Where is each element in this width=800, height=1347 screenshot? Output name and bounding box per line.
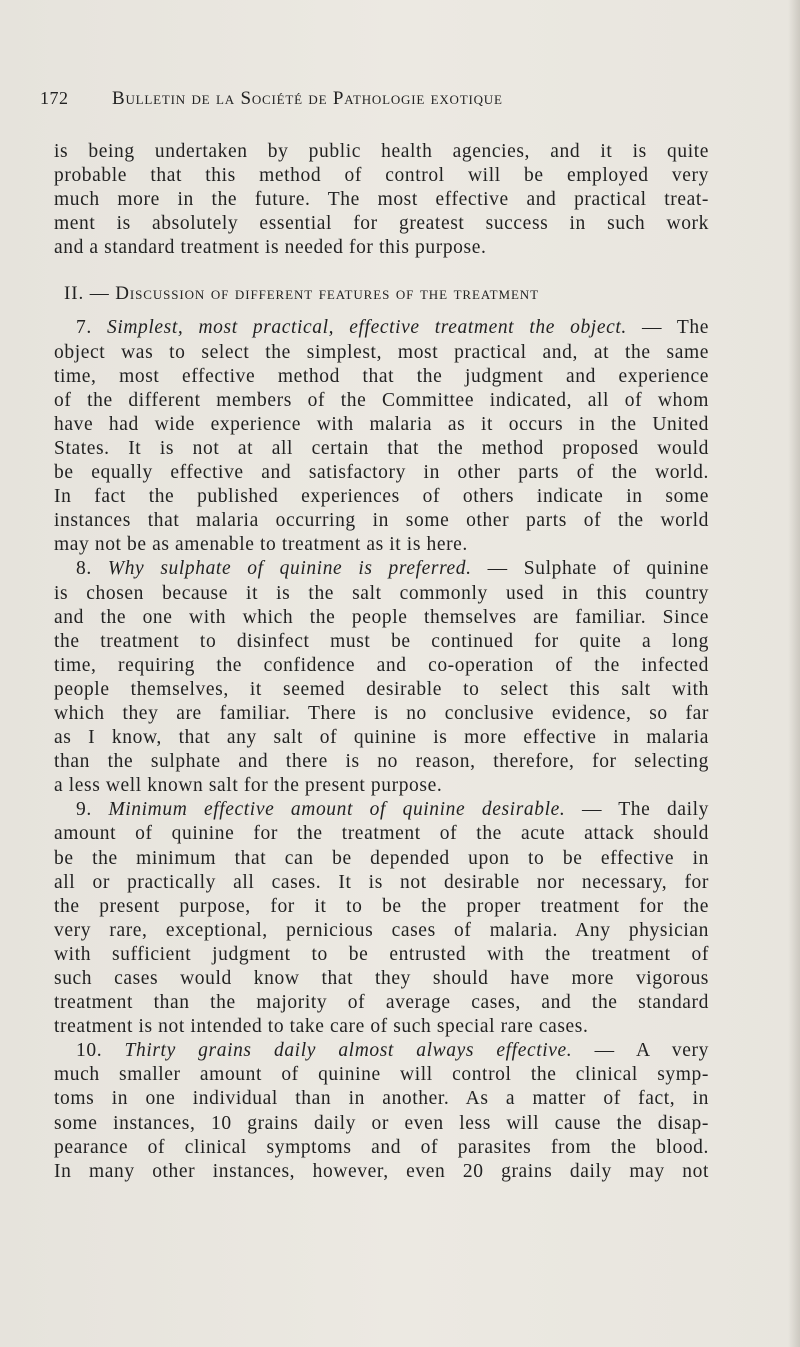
text-line: is being undertaken by public health agencies, and it is quite	[54, 141, 709, 162]
text-line: people themselves, it seemed desirable to select this salt with	[54, 678, 709, 700]
text-line: all or practically all cases. It is not desirable nor necessary, for	[54, 871, 709, 893]
paragraph-heading: Simplest, most practical, effective treatment the object.	[106, 317, 627, 339]
heading-continuation: — The daily	[581, 799, 709, 821]
heading-continuation: — A very	[594, 1040, 709, 1062]
text-line: In fact the published experiences of others indicate in some	[54, 486, 709, 508]
text-line: some instances, 10 grains daily or even less will cause the disap-	[54, 1112, 709, 1134]
text-line: amount of quinine for the treatment of the acute attack should	[54, 823, 709, 845]
text-line: which they are familiar. There is no conclusive evidence, so far	[54, 702, 709, 724]
page-edge-shadow	[788, 0, 800, 1347]
text-line: may not be as amenable to treatment as it is here.	[54, 534, 468, 556]
text-line: pearance of clinical symptoms and of parasites from the blood.	[54, 1136, 709, 1158]
text-line: the treatment to disinfect must be continued for quite a long	[54, 630, 709, 652]
paragraph-10-first-line	[54, 1039, 709, 1063]
paragraph-number: 8.	[76, 558, 92, 580]
text-line: and the one with which the people themselves are familiar. Since	[54, 606, 709, 628]
paragraph-number: 9.	[76, 799, 92, 821]
text-line: States. It is not at all certain that the method proposed would	[54, 437, 709, 459]
text-line: time, most effective method that the judgment and experience	[54, 365, 709, 387]
text-line: In many other instances, however, even 20 grains daily may not	[54, 1160, 709, 1182]
text-line: much more in the future. The most effective and practical treat-	[54, 189, 709, 211]
text-line: with sufficient judgment to be entrusted with the treatment of	[54, 943, 709, 965]
text-line: very rare, exceptional, pernicious cases of malaria. Any physician	[54, 919, 709, 941]
paragraph-heading: Thirty grains daily almost always effective.	[124, 1040, 573, 1062]
text-line: treatment than the majority of average cases, and the standard	[54, 992, 709, 1014]
text-line: much smaller amount of quinine will control the clinical symp-	[54, 1064, 709, 1086]
paragraph-number: 7.	[76, 317, 92, 339]
text-line: such cases would know that they should have more vigorous	[54, 968, 709, 989]
text-line: as I know, that any salt of quinine is more effective in malaria	[54, 727, 709, 749]
text-line: than the sulphate and there is no reason, therefore, for selecting	[54, 751, 709, 773]
page-header	[40, 88, 740, 110]
heading-continuation: — Sulphate of quinine	[487, 558, 710, 580]
heading-continuation: — The	[641, 317, 709, 339]
body-text	[54, 140, 709, 1184]
text-line: toms in one individual than in another. As a matter of fact, in	[54, 1088, 709, 1110]
text-line: is chosen because it is the salt commonly used in this country	[54, 582, 709, 604]
text-line: and a standard treatment is needed for this purpose.	[54, 237, 487, 259]
text-line: instances that malaria occurring in some other parts of the world	[54, 510, 709, 532]
text-line: be equally effective and satisfactory in other parts of the world.	[54, 462, 709, 484]
paragraph-number: 10.	[76, 1040, 103, 1062]
text-line: a less well known salt for the present purpose.	[54, 775, 443, 797]
text-line: object was to select the simplest, most practical and, at the same	[54, 341, 709, 363]
text-line: probable that this method of control will be employed very	[54, 165, 709, 187]
running-head: Bulletin de la Société de Pathologie exotique	[112, 88, 503, 109]
text-line: the present purpose, for it to be the proper treatment for the	[54, 895, 709, 917]
paragraph-8-first-line	[54, 557, 709, 581]
paragraph-heading: Why sulphate of quinine is preferred.	[107, 558, 472, 580]
text-line: ment is absolutely essential for greatest success in such work	[54, 213, 709, 235]
paragraph-9-first-line	[54, 798, 709, 822]
page-number: 172	[40, 88, 69, 108]
text-line: be the minimum that can be depended upon to be effective in	[54, 847, 709, 869]
section-heading: II. — Discussion of different features of the treatment	[64, 283, 539, 305]
text-line: time, requiring the confidence and co-operation of the infected	[54, 654, 709, 676]
text-line: of the different members of the Committee indicated, all of whom	[54, 389, 709, 411]
text-line: have had wide experience with malaria as it occurs in the United	[54, 413, 709, 435]
paragraph-7-first-line	[54, 316, 709, 340]
paragraph-heading: Minimum effective amount of quinine desirable.	[108, 799, 566, 821]
text-line: treatment is not intended to take care of such special rare cases.	[54, 1016, 589, 1038]
